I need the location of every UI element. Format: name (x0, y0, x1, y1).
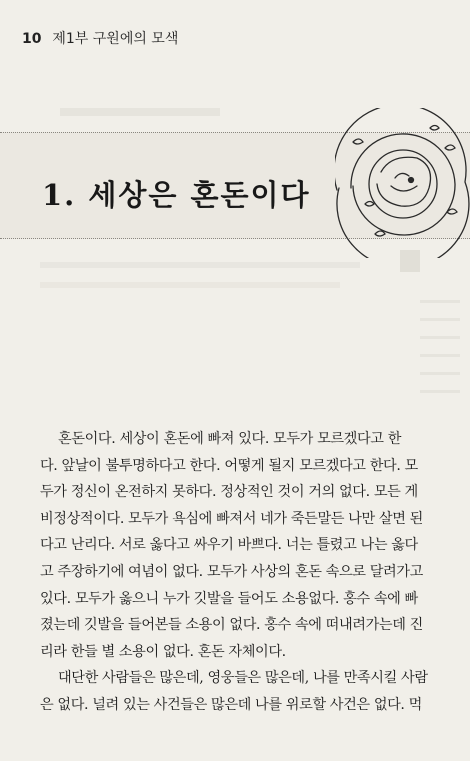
text-line: 있다. 모두가 옳으니 누가 깃발을 들어도 소용없다. 홍수 속에 빠 (40, 590, 418, 607)
chapter-title: 1. 세상은 혼돈이다 (42, 178, 311, 212)
text-line: 다고 난리다. 서로 옳다고 싸우기 바쁘다. 너는 틀렸고 나는 옳다 (40, 537, 418, 554)
spiral-doodle-illustration (335, 108, 470, 258)
paragraph-1 (40, 426, 458, 665)
text-line: 두가 정신이 온전하지 못하다. 정상적인 것이 거의 없다. 모든 게 (40, 484, 418, 501)
text-line: 은 없다. 널려 있는 사건들은 많은데 나를 위로할 사건은 없다. 먹 (40, 696, 422, 713)
text-line: 대단한 사람들은 많은데, 영웅들은 많은데, 나를 만족시킬 사람 (58, 670, 428, 687)
text-line: 비정상적이다. 모두가 욕심에 빠져서 네가 죽든말든 나만 살면 된 (40, 510, 423, 527)
text-line: 고 주장하기에 여념이 없다. 모두가 사상의 혼돈 속으로 달려가고 (40, 563, 423, 580)
text-line: 리라 한들 별 소용이 없다. 혼돈 자체이다. (40, 643, 286, 660)
running-header (22, 28, 178, 48)
chapter-body-text (40, 426, 458, 719)
page-number: 10 (22, 31, 42, 47)
section-title: 제1부 구원에의 모색 (52, 31, 179, 47)
text-line: 졌는데 깃발을 들어본들 소용이 없다. 홍수 속에 떠내려가는데 진 (40, 617, 423, 634)
paragraph-2 (40, 665, 458, 718)
text-line: 혼돈이다. 세상이 혼돈에 빠져 있다. 모두가 모르겠다고 한 (58, 431, 402, 447)
text-line: 다. 앞날이 불투명하다고 한다. 어떻게 될지 모르겠다고 한다. 모 (40, 457, 418, 474)
